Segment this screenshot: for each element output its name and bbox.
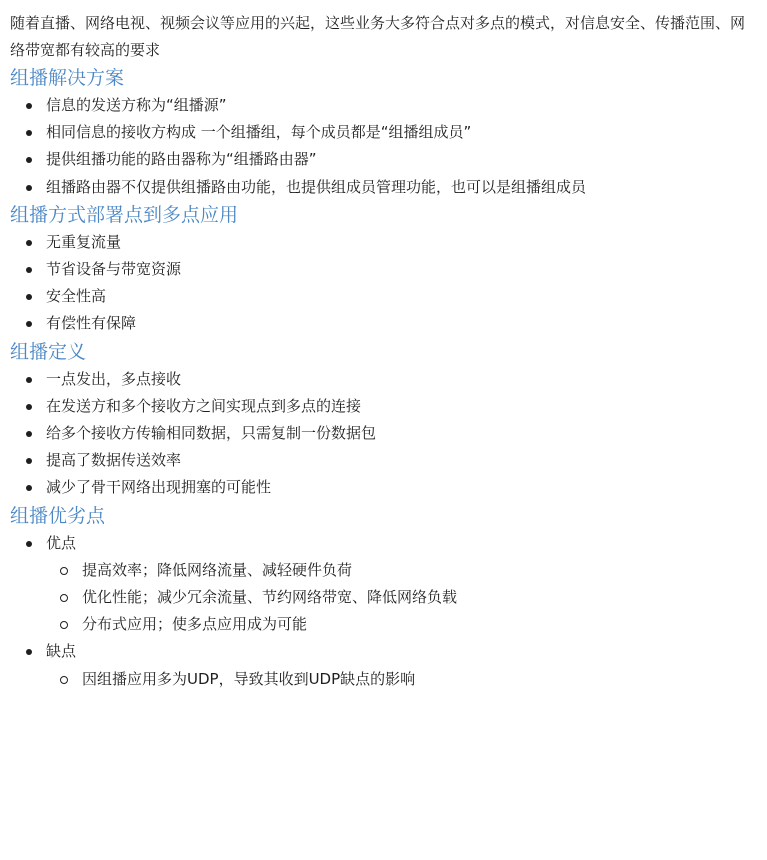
list-item-text: 在发送方和多个接收方之间实现点到多点的连接 xyxy=(46,396,362,415)
list-item xyxy=(46,310,757,337)
list-item xyxy=(46,92,757,119)
sublist-item xyxy=(82,666,757,693)
solution-list xyxy=(10,92,757,201)
list-item-text: 节省设备与带宽资源 xyxy=(46,260,182,279)
section-heading-deployment: 组播方式部署点到多点应用 xyxy=(10,203,239,226)
list-item-text: 有偿性有保障 xyxy=(46,314,137,333)
bullet-icon xyxy=(26,267,32,273)
section-heading-pros-cons: 组播优劣点 xyxy=(10,504,106,527)
deployment-list xyxy=(10,229,757,338)
bullet-icon xyxy=(26,294,32,300)
bullet-icon xyxy=(26,404,32,410)
bullet-icon xyxy=(26,185,32,191)
bullet-icon xyxy=(26,240,32,246)
pros-sublist xyxy=(46,557,757,639)
list-item xyxy=(46,119,757,146)
list-item-text: 信息的发送方称为“组播源” xyxy=(46,96,227,114)
list-item xyxy=(46,447,757,474)
bullet-icon xyxy=(26,649,32,655)
list-item xyxy=(46,256,757,283)
list-item xyxy=(46,146,757,173)
bullet-icon xyxy=(26,157,32,163)
list-item-text: 组播路由器不仅提供组播路由功能，也提供组成员管理功能，也可以是组播组成员 xyxy=(46,177,587,196)
cons-label: 缺点 xyxy=(46,642,77,661)
bullet-icon xyxy=(26,541,32,547)
list-item xyxy=(46,420,757,447)
cons-sublist xyxy=(46,666,757,693)
section-heading-solution: 组播解决方案 xyxy=(10,67,125,89)
list-item xyxy=(46,366,757,393)
pros-label: 优点 xyxy=(46,533,77,552)
list-item xyxy=(46,174,757,201)
intro-paragraph: 随着直播、网络电视、视频会议等应用的兴起，这些业务大多符合点对多点的模式，对信息安全、传播范围、网络带宽都有较高的要求 xyxy=(10,14,746,59)
list-item-pros xyxy=(46,530,757,639)
bullet-icon xyxy=(26,458,32,464)
circle-bullet-icon xyxy=(60,594,68,602)
definition-list xyxy=(10,366,757,502)
sublist-item-text: 分布式应用；使多点应用成为可能 xyxy=(82,615,308,634)
list-item-text: 提供组播功能的路由器称为“组播路由器” xyxy=(46,150,317,169)
circle-bullet-icon xyxy=(60,676,68,684)
sublist-item-text: 提高效率；降低网络流量、减轻硬件负荷 xyxy=(82,560,353,579)
sublist-item xyxy=(82,584,757,611)
section-heading-definition: 组播定义 xyxy=(10,340,87,363)
list-item xyxy=(46,474,757,501)
bullet-icon xyxy=(26,377,32,383)
list-item-text: 无重复流量 xyxy=(46,232,122,251)
circle-bullet-icon xyxy=(60,567,68,575)
bullet-icon xyxy=(26,130,32,136)
list-item-text: 一点发出，多点接收 xyxy=(46,369,182,388)
list-item-text: 相同信息的接收方构成 一个组播组，每个成员都是“组播组成员” xyxy=(46,123,472,142)
bullet-icon xyxy=(26,485,32,491)
circle-bullet-icon xyxy=(60,621,68,629)
bullet-icon xyxy=(26,321,32,327)
bullet-icon xyxy=(26,431,32,437)
list-item-text: 安全性高 xyxy=(46,287,107,306)
list-item xyxy=(46,229,757,256)
list-item xyxy=(46,393,757,420)
sublist-item xyxy=(82,611,757,638)
list-item-text: 减少了骨干网络出现拥塞的可能性 xyxy=(46,478,272,497)
sublist-item-text: 优化性能；减少冗余流量、节约网络带宽、降低网络负载 xyxy=(82,588,458,607)
list-item-cons xyxy=(46,638,757,692)
bullet-icon xyxy=(26,103,32,109)
sublist-item xyxy=(82,557,757,584)
sublist-item-text: 因组播应用多为UDP，导致其收到UDP缺点的影响 xyxy=(82,669,416,688)
pros-cons-list xyxy=(10,530,757,693)
list-item-text: 给多个接收方传输相同数据，只需复制一份数据包 xyxy=(46,424,377,443)
list-item-text: 提高了数据传送效率 xyxy=(46,451,182,470)
list-item xyxy=(46,283,757,310)
